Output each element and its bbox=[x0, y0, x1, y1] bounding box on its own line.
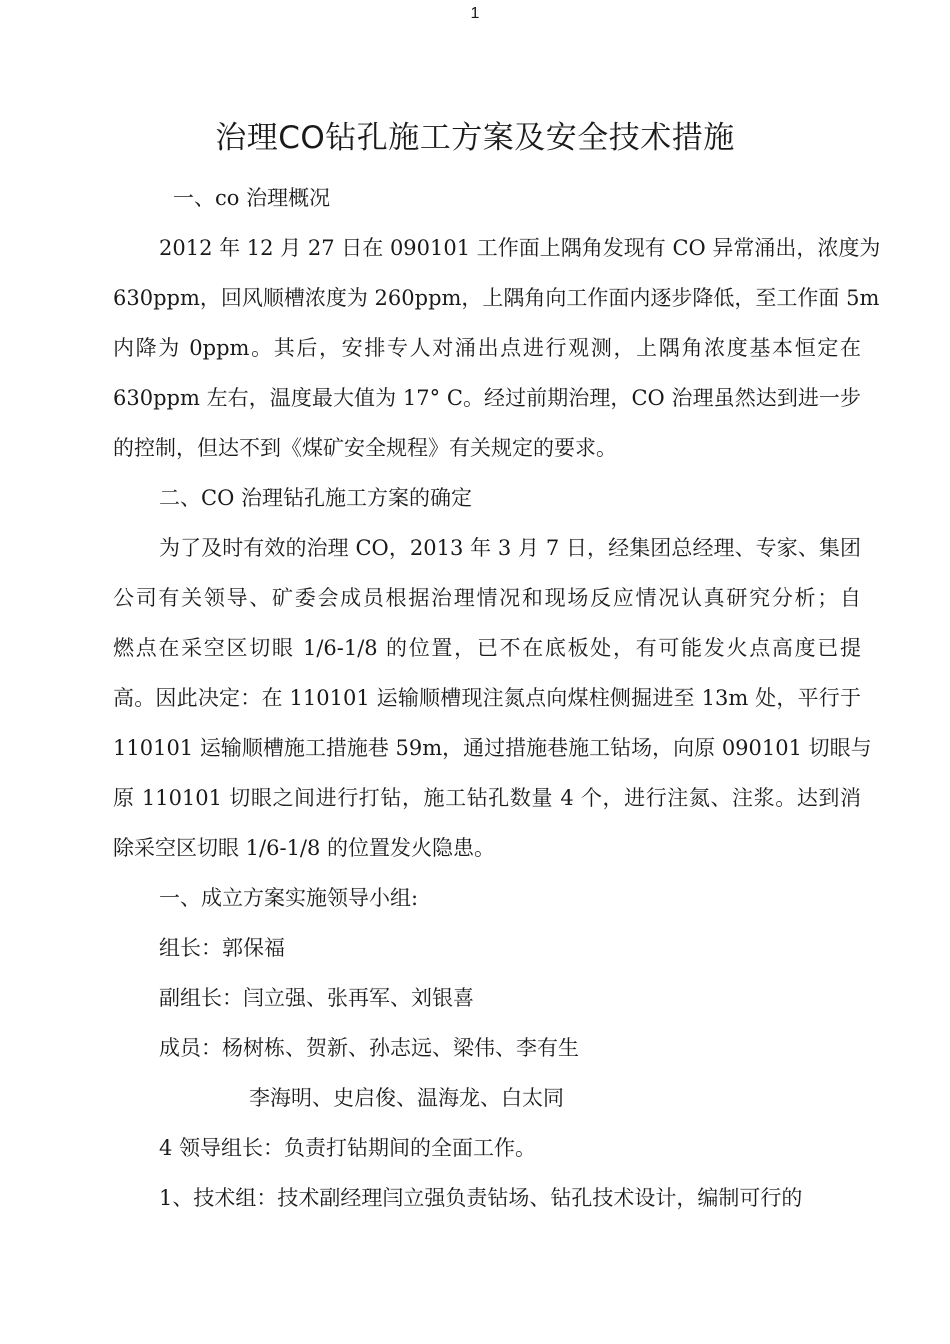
paragraph-line: 的控制，但达不到《煤矿安全规程》有关规定的要求。 bbox=[113, 436, 617, 460]
paragraph-line: 630ppm 左右，温度最大值为 17° C。经过前期治理，CO 治理虽然达到进一步 bbox=[113, 386, 861, 410]
page-number: 1 bbox=[470, 5, 480, 22]
paragraph-line: 110101 运输顺槽施工措施巷 59m，通过措施巷施工钻场，向原 090101 切眼与 bbox=[113, 736, 872, 760]
paragraph-line: 燃点在采空区切眼 1/6-1/8 的位置，已不在底板处，有可能发火点高度已提 bbox=[113, 636, 861, 660]
paragraph-line: 公司有关领导、矿委会成员根据治理情况和现场反应情况认真研究分析；自 bbox=[113, 586, 861, 610]
section-heading-overview: 一、co 治理概况 bbox=[173, 186, 331, 210]
paragraph-line: 2012 年 12 月 27 日在 090101 工作面上隅角发现有 CO 异常涌出，浓度为 bbox=[159, 236, 881, 260]
paragraph-line: 除采空区切眼 1/6-1/8 的位置发火隐患。 bbox=[113, 836, 496, 860]
leader-line: 组长：郭保福 bbox=[159, 936, 285, 960]
duty-leader-line: 4 领导组长：负责打钻期间的全面工作。 bbox=[159, 1136, 537, 1160]
duty-tech-line: 1、技术组：技术副经理闫立强负责钻场、钻孔技术设计，编制可行的 bbox=[159, 1186, 803, 1210]
paragraph-line: 630ppm，回风顺槽浓度为 260ppm，上隅角向工作面内逐步降低，至工作面 5m bbox=[113, 286, 880, 310]
subsection-heading-leadership: 一、成立方案实施领导小组: bbox=[159, 886, 419, 910]
paragraph-line: 内降为 0ppm。其后，安排专人对涌出点进行观测，上隅角浓度基本恒定在 bbox=[113, 336, 861, 360]
document-body bbox=[113, 173, 881, 1223]
section-heading-plan: 二、CO 治理钻孔施工方案的确定 bbox=[159, 486, 472, 510]
paragraph-line: 高。因此决定：在 110101 运输顺槽现注氮点向煤柱侧掘进至 13m 处，平行于 bbox=[113, 686, 861, 710]
paragraph-line: 为了及时有效的治理 CO，2013 年 3 月 7 日，经集团总经理、专家、集团 bbox=[159, 536, 861, 560]
paragraph-line: 原 110101 切眼之间进行打钻，施工钻孔数量 4 个，进行注氮、注浆。达到消 bbox=[113, 786, 861, 810]
document-title: 治理CO钻孔施工方案及安全技术措施 bbox=[215, 120, 735, 156]
members-line-continued: 李海明、史启俊、温海龙、白太同 bbox=[249, 1086, 564, 1110]
deputy-leaders-line: 副组长：闫立强、张再军、刘银喜 bbox=[159, 986, 474, 1010]
members-line: 成员：杨树栋、贺新、孙志远、梁伟、李有生 bbox=[159, 1036, 579, 1060]
